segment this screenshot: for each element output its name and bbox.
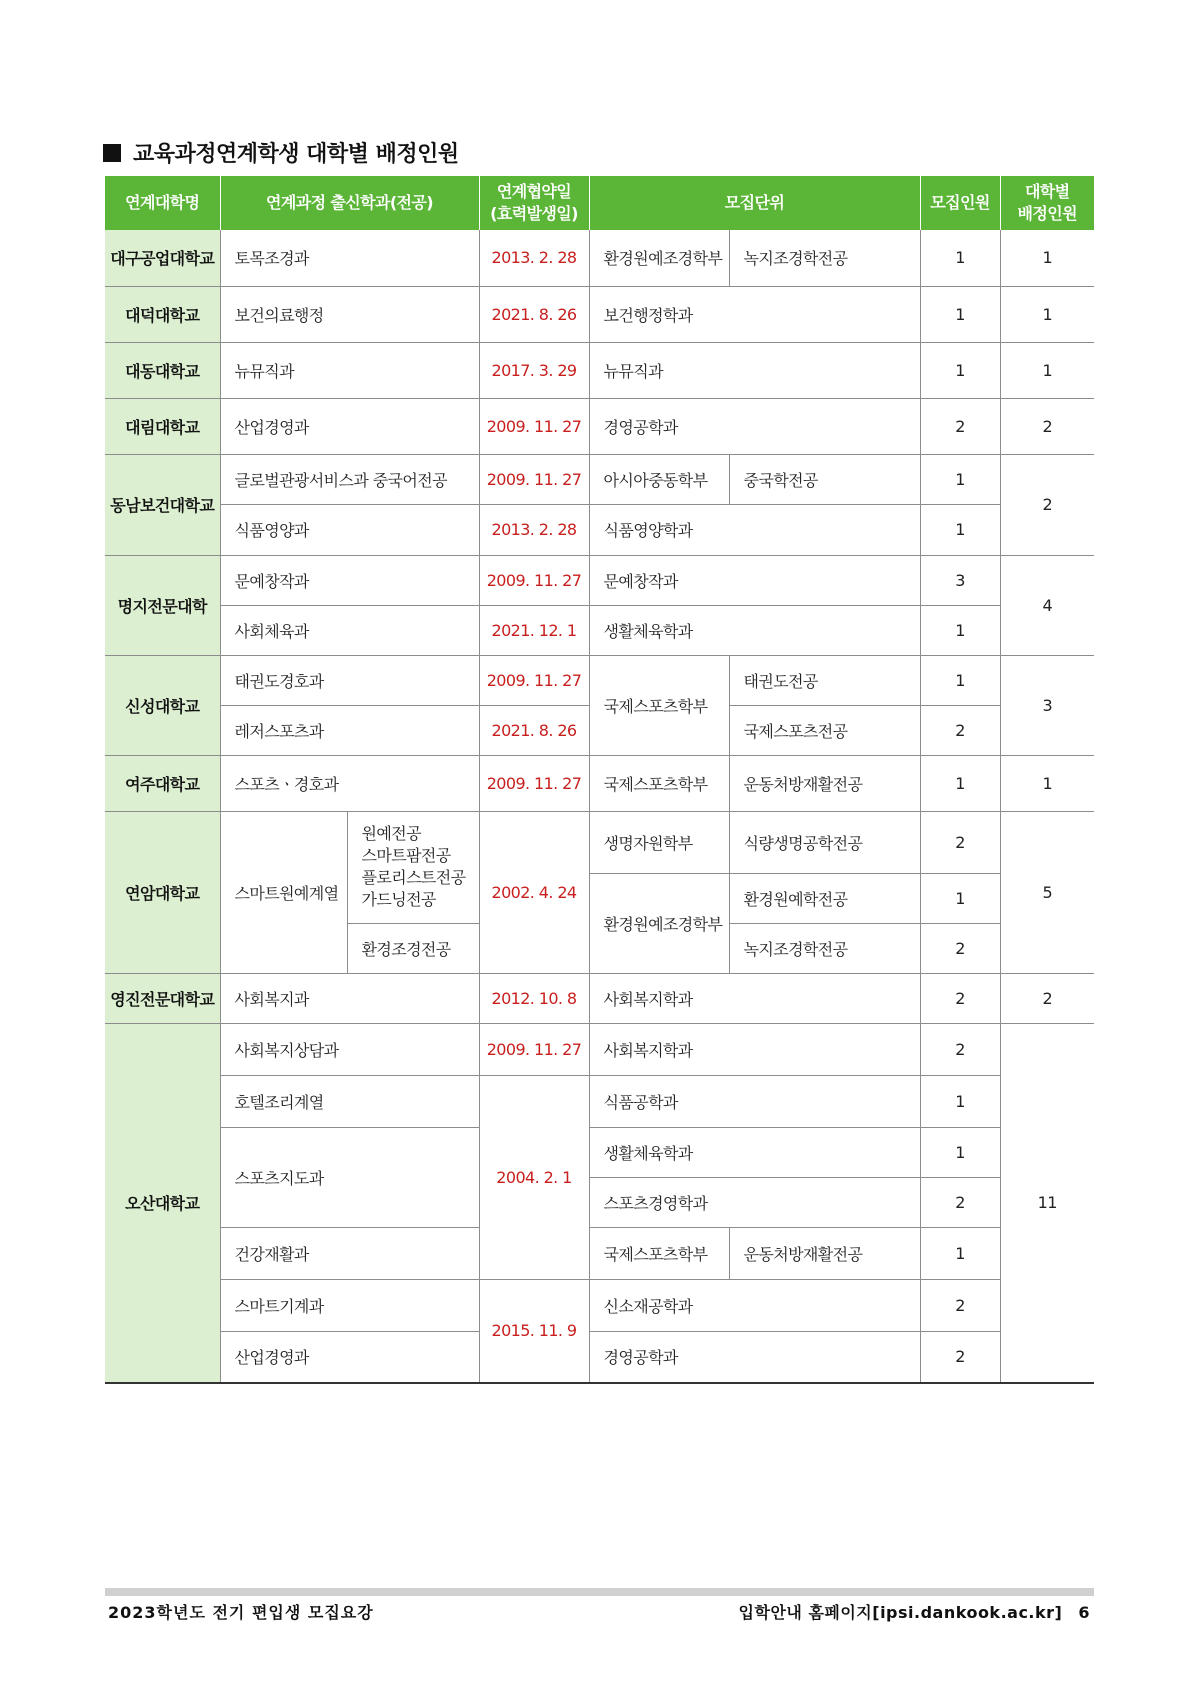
- agreement-date: 2017. 3. 29: [479, 342, 589, 398]
- dept-cell: 글로벌관광서비스과 중국어전공: [220, 454, 479, 504]
- alloc-cell: 4: [1000, 555, 1094, 655]
- quota-cell: 2: [920, 398, 1000, 454]
- unit-cell: 스포츠경영학과: [589, 1177, 920, 1227]
- dept-cell: 스포츠ㆍ경호과: [220, 755, 479, 811]
- agreement-date: 2004. 2. 1: [479, 1075, 589, 1279]
- major-item: 가드닝전공: [361, 890, 436, 909]
- alloc-cell: 3: [1000, 655, 1094, 755]
- dept-cell: 태권도경호과: [220, 655, 479, 705]
- section-title: [103, 137, 459, 168]
- college-name: 연암대학교: [105, 811, 220, 973]
- college-name: 대덕대학교: [105, 286, 220, 342]
- header-row: [105, 176, 1094, 230]
- table-row: [105, 504, 1094, 555]
- college-name: 대구공업대학교: [105, 230, 220, 286]
- agreement-date: 2009. 11. 27: [479, 755, 589, 811]
- college-name: 대동대학교: [105, 342, 220, 398]
- major-list: [347, 811, 479, 923]
- quota-cell: 2: [920, 705, 1000, 755]
- dept-cell: 토목조경과: [220, 230, 479, 286]
- quota-cell: 1: [920, 873, 1000, 923]
- table-row: [105, 1075, 1094, 1127]
- unit-cell: 경영공학과: [589, 398, 920, 454]
- agreement-date: 2009. 11. 27: [479, 454, 589, 504]
- quota-cell: 2: [920, 1279, 1000, 1331]
- header-dept: 연계과정 출신학과(전공): [220, 176, 479, 230]
- table-row: [105, 655, 1094, 705]
- footer-homepage: [739, 1600, 1090, 1623]
- agreement-date: 2015. 11. 9: [479, 1279, 589, 1383]
- unit-cell: 문예창작과: [589, 555, 920, 605]
- table-row: [105, 398, 1094, 454]
- alloc-cell: 1: [1000, 755, 1094, 811]
- unit-major: 녹지조경학전공: [729, 230, 920, 286]
- unit-division: 국제스포츠학부: [589, 755, 729, 811]
- quota-cell: 1: [920, 230, 1000, 286]
- dept-cell: 사회복지상담과: [220, 1023, 479, 1075]
- unit-cell: 보건행정학과: [589, 286, 920, 342]
- table-row: [105, 755, 1094, 811]
- agreement-date: 2013. 2. 28: [479, 230, 589, 286]
- unit-major: 국제스포츠전공: [729, 705, 920, 755]
- table-row: [105, 811, 1094, 873]
- section-title-text: 교육과정연계학생 대학별 배정인원: [133, 142, 459, 167]
- header-date-line2: (효력발생일): [490, 204, 578, 223]
- agreement-date: 2012. 10. 8: [479, 973, 589, 1023]
- college-name: 오산대학교: [105, 1023, 220, 1383]
- header-alloc-line1: 대학별: [1024, 182, 1070, 201]
- alloc-cell: 5: [1000, 811, 1094, 973]
- dept-cell: 문예창작과: [220, 555, 479, 605]
- quota-cell: 1: [920, 1127, 1000, 1177]
- agreement-date: 2021. 8. 26: [479, 705, 589, 755]
- quota-cell: 1: [920, 454, 1000, 504]
- table-row: [105, 1331, 1094, 1383]
- unit-cell: 식품공학과: [589, 1075, 920, 1127]
- agreement-date: 2021. 8. 26: [479, 286, 589, 342]
- table-row: [105, 1023, 1094, 1075]
- quota-cell: 2: [920, 1177, 1000, 1227]
- quota-cell: 2: [920, 1023, 1000, 1075]
- header-college: 연계대학명: [105, 176, 220, 230]
- college-name: 대림대학교: [105, 398, 220, 454]
- header-quota: 모집인원: [920, 176, 1000, 230]
- unit-major: 녹지조경학전공: [729, 923, 920, 973]
- college-name: 동남보건대학교: [105, 454, 220, 555]
- square-bullet-icon: [103, 144, 121, 162]
- unit-division: 국제스포츠학부: [589, 1227, 729, 1279]
- unit-cell: 경영공학과: [589, 1331, 920, 1383]
- table-row: [105, 973, 1094, 1023]
- alloc-cell: 1: [1000, 286, 1094, 342]
- college-name: 여주대학교: [105, 755, 220, 811]
- table-row: [105, 230, 1094, 286]
- quota-cell: 2: [920, 973, 1000, 1023]
- dept-cell: 산업경영과: [220, 398, 479, 454]
- table-row: [105, 1279, 1094, 1331]
- unit-major: 중국학전공: [729, 454, 920, 504]
- agreement-date: 2009. 11. 27: [479, 655, 589, 705]
- unit-division: 국제스포츠학부: [589, 655, 729, 755]
- college-name: 영진전문대학교: [105, 973, 220, 1023]
- quota-cell: 1: [920, 342, 1000, 398]
- agreement-date: 2009. 11. 27: [479, 398, 589, 454]
- unit-cell: 뉴뮤직과: [589, 342, 920, 398]
- unit-major: 운동처방재활전공: [729, 755, 920, 811]
- unit-cell: 생활체육학과: [589, 1127, 920, 1177]
- dept-cell: 식품영양과: [220, 504, 479, 555]
- alloc-cell: 1: [1000, 342, 1094, 398]
- quota-cell: 3: [920, 555, 1000, 605]
- quota-cell: 1: [920, 1227, 1000, 1279]
- major-item: 플로리스트전공: [361, 868, 466, 887]
- alloc-cell: 2: [1000, 454, 1094, 555]
- unit-division: 아시아중동학부: [589, 454, 729, 504]
- quota-cell: 1: [920, 755, 1000, 811]
- agreement-date: 2009. 11. 27: [479, 1023, 589, 1075]
- table-row: [105, 555, 1094, 605]
- agreement-date: 2002. 4. 24: [479, 811, 589, 973]
- quota-cell: 1: [920, 286, 1000, 342]
- header-date-line1: 연계협약일: [496, 182, 572, 201]
- dept-cell: 건강재활과: [220, 1227, 479, 1279]
- quota-cell: 1: [920, 605, 1000, 655]
- header-date: [479, 176, 589, 230]
- table-row: [105, 342, 1094, 398]
- unit-cell: 사회복지학과: [589, 973, 920, 1023]
- agreement-date: 2021. 12. 1: [479, 605, 589, 655]
- major-item: 스마트팜전공: [361, 846, 451, 865]
- table-row: [105, 1227, 1094, 1279]
- alloc-cell: 2: [1000, 398, 1094, 454]
- unit-division: 생명자원학부: [589, 811, 729, 873]
- quota-cell: 2: [920, 811, 1000, 873]
- quota-cell: 1: [920, 655, 1000, 705]
- quota-cell: 1: [920, 1075, 1000, 1127]
- dept-cell: 사회복지과: [220, 973, 479, 1023]
- quota-cell: 2: [920, 923, 1000, 973]
- unit-major: 태권도전공: [729, 655, 920, 705]
- agreement-date: 2013. 2. 28: [479, 504, 589, 555]
- page-number: 6: [1078, 1603, 1090, 1622]
- table-row: [105, 286, 1094, 342]
- dept-cell: 뉴뮤직과: [220, 342, 479, 398]
- dept-cell: 호텔조리계열: [220, 1075, 479, 1127]
- unit-major: 운동처방재활전공: [729, 1227, 920, 1279]
- college-name: 신성대학교: [105, 655, 220, 755]
- unit-major: 환경원예학전공: [729, 873, 920, 923]
- header-unit: 모집단위: [589, 176, 920, 230]
- unit-cell: 식품영양학과: [589, 504, 920, 555]
- alloc-cell: 2: [1000, 973, 1094, 1023]
- agreement-date: 2009. 11. 27: [479, 555, 589, 605]
- allocation-table: [105, 176, 1094, 1384]
- dept-cell: 스포츠지도과: [220, 1127, 479, 1227]
- header-alloc-line2: 배정인원: [1017, 204, 1077, 223]
- college-name: 명지전문대학: [105, 555, 220, 655]
- unit-cell: 사회복지학과: [589, 1023, 920, 1075]
- dept-cell: 레저스포츠과: [220, 705, 479, 755]
- footer-homepage-text: 입학안내 홈페이지[ipsi.dankook.ac.kr]: [738, 1603, 1063, 1622]
- dept-cell: 스마트원예계열: [220, 811, 347, 973]
- table-row: [105, 454, 1094, 504]
- major-item: 원예전공: [361, 824, 421, 843]
- unit-cell: 신소재공학과: [589, 1279, 920, 1331]
- table-row: [105, 605, 1094, 655]
- dept-cell: 사회체육과: [220, 605, 479, 655]
- unit-major: 식량생명공학전공: [729, 811, 920, 873]
- unit-cell: 생활체육학과: [589, 605, 920, 655]
- header-alloc: [1000, 176, 1094, 230]
- footer-divider: [105, 1588, 1094, 1596]
- alloc-cell: 11: [1000, 1023, 1094, 1383]
- table-row: [105, 1127, 1094, 1177]
- footer-doc-title: 2023학년도 전기 편입생 모집요강: [108, 1603, 374, 1622]
- quota-cell: 2: [920, 1331, 1000, 1383]
- dept-cell: 스마트기계과: [220, 1279, 479, 1331]
- unit-division: 환경원예조경학부: [589, 230, 729, 286]
- alloc-cell: 1: [1000, 230, 1094, 286]
- major-item: 환경조경전공: [347, 923, 479, 973]
- quota-cell: 1: [920, 504, 1000, 555]
- dept-cell: 보건의료행정: [220, 286, 479, 342]
- dept-cell: 산업경영과: [220, 1331, 479, 1383]
- unit-division: 환경원예조경학부: [589, 873, 729, 973]
